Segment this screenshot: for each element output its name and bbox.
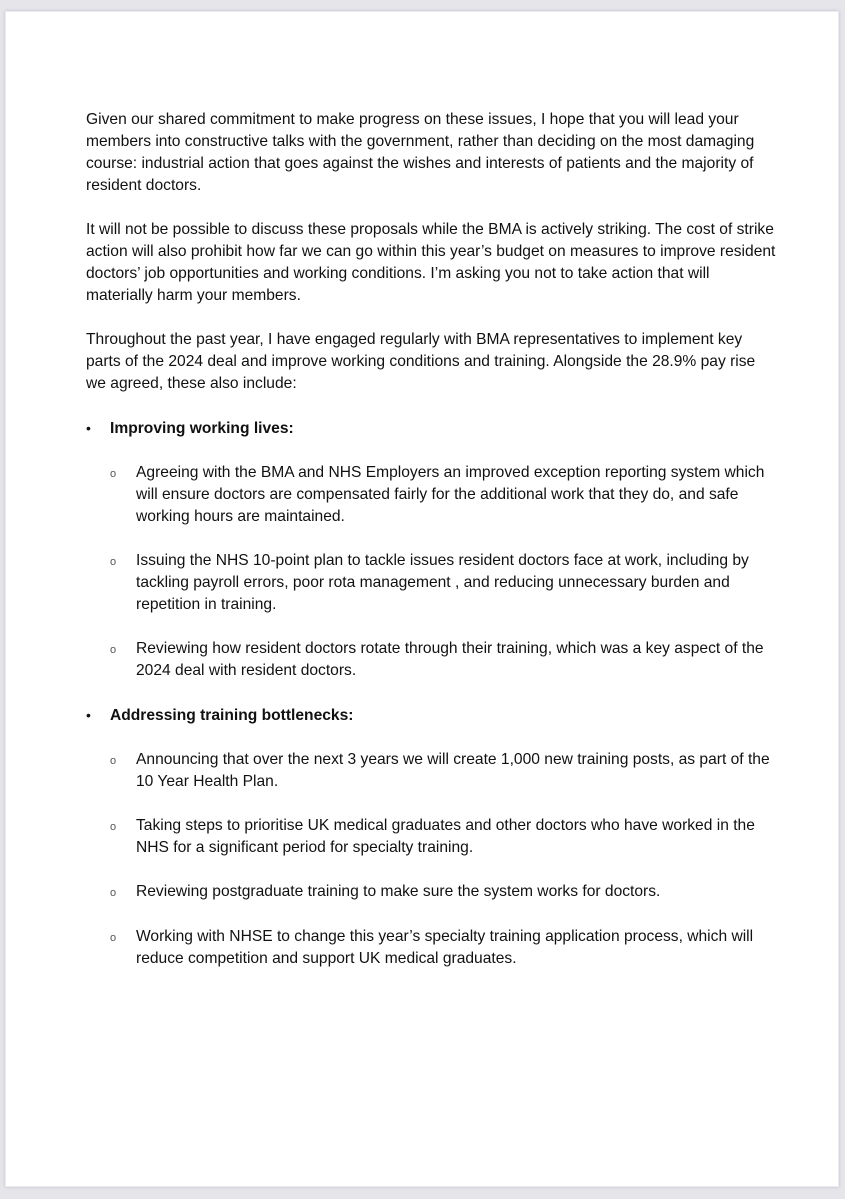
list-item [110, 749, 776, 793]
list-item-text: Reviewing how resident doctors rotate through their training, which was a key aspect of the 2024 deal with resident doctors. [136, 640, 764, 679]
list-item-text: Agreeing with the BMA and NHS Employers an improved exception reporting system which will ensure doctors are compensated fairly for the additional work that they do, and safe working hours are maintained. [136, 464, 765, 525]
list-item-text: Working with NHSE to change this year’s specialty training application process, which will reduce competition and support UK medical graduates. [136, 928, 754, 967]
list-item [110, 638, 776, 682]
list-item-text: Announcing that over the next 3 years we will create 1,000 new training posts, as part of the 10 Year Health Plan. [136, 751, 770, 790]
section-working-lives [86, 417, 776, 682]
hollow-bullet-icon: o [110, 644, 117, 656]
section-training-bottlenecks [86, 704, 776, 970]
paragraph-strike: It will not be possible to discuss these proposals while the BMA is actively striking. The cost of strike action will also prohibit how far we can go within this year’s budget on measures to improve resident doctors’ job opportunities and working conditions. I’m asking you not to take action that will materially harm your members. [86, 221, 776, 304]
list-item-text: Taking steps to prioritise UK medical graduates and other doctors who have worked in the NHS for a significant period for specialty training. [136, 817, 755, 856]
list-item [110, 881, 776, 904]
hollow-bullet-icon: o [110, 821, 117, 833]
paragraph-engagement: Throughout the past year, I have engaged regularly with BMA representatives to implement key parts of the 2024 deal and improve working conditions and training. Alongside the 28.9% pay rise we agreed, these also include: [86, 331, 756, 392]
list-item [110, 462, 776, 528]
section-title: Improving working lives: [110, 420, 294, 437]
hollow-bullet-icon: o [110, 556, 117, 568]
hollow-bullet-icon: o [110, 932, 117, 944]
bullet-icon: • [86, 707, 91, 723]
list-item [110, 926, 776, 970]
bullet-icon: • [86, 420, 91, 436]
paragraph-talks: Given our shared commitment to make progress on these issues, I hope that you will lead your members into constructive talks with the government, rather than deciding on the most damaging course: industrial action that goes against the wishes and interests of patients and the majority of resident doctors. [86, 111, 755, 194]
list-item [110, 550, 776, 616]
list-item [110, 815, 776, 859]
hollow-bullet-icon: o [110, 887, 117, 899]
section-title: Addressing training bottlenecks: [110, 707, 354, 724]
document-page [5, 11, 839, 1187]
list-item-text: Issuing the NHS 10-point plan to tackle issues resident doctors face at work, including by tackling payroll errors, poor rota management , and reducing unnecessary burden and repetition in training. [136, 552, 749, 613]
document-body [86, 109, 776, 992]
list-item-text: Reviewing postgraduate training to make sure the system works for doctors. [136, 883, 661, 900]
hollow-bullet-icon: o [110, 468, 117, 480]
hollow-bullet-icon: o [110, 755, 117, 767]
